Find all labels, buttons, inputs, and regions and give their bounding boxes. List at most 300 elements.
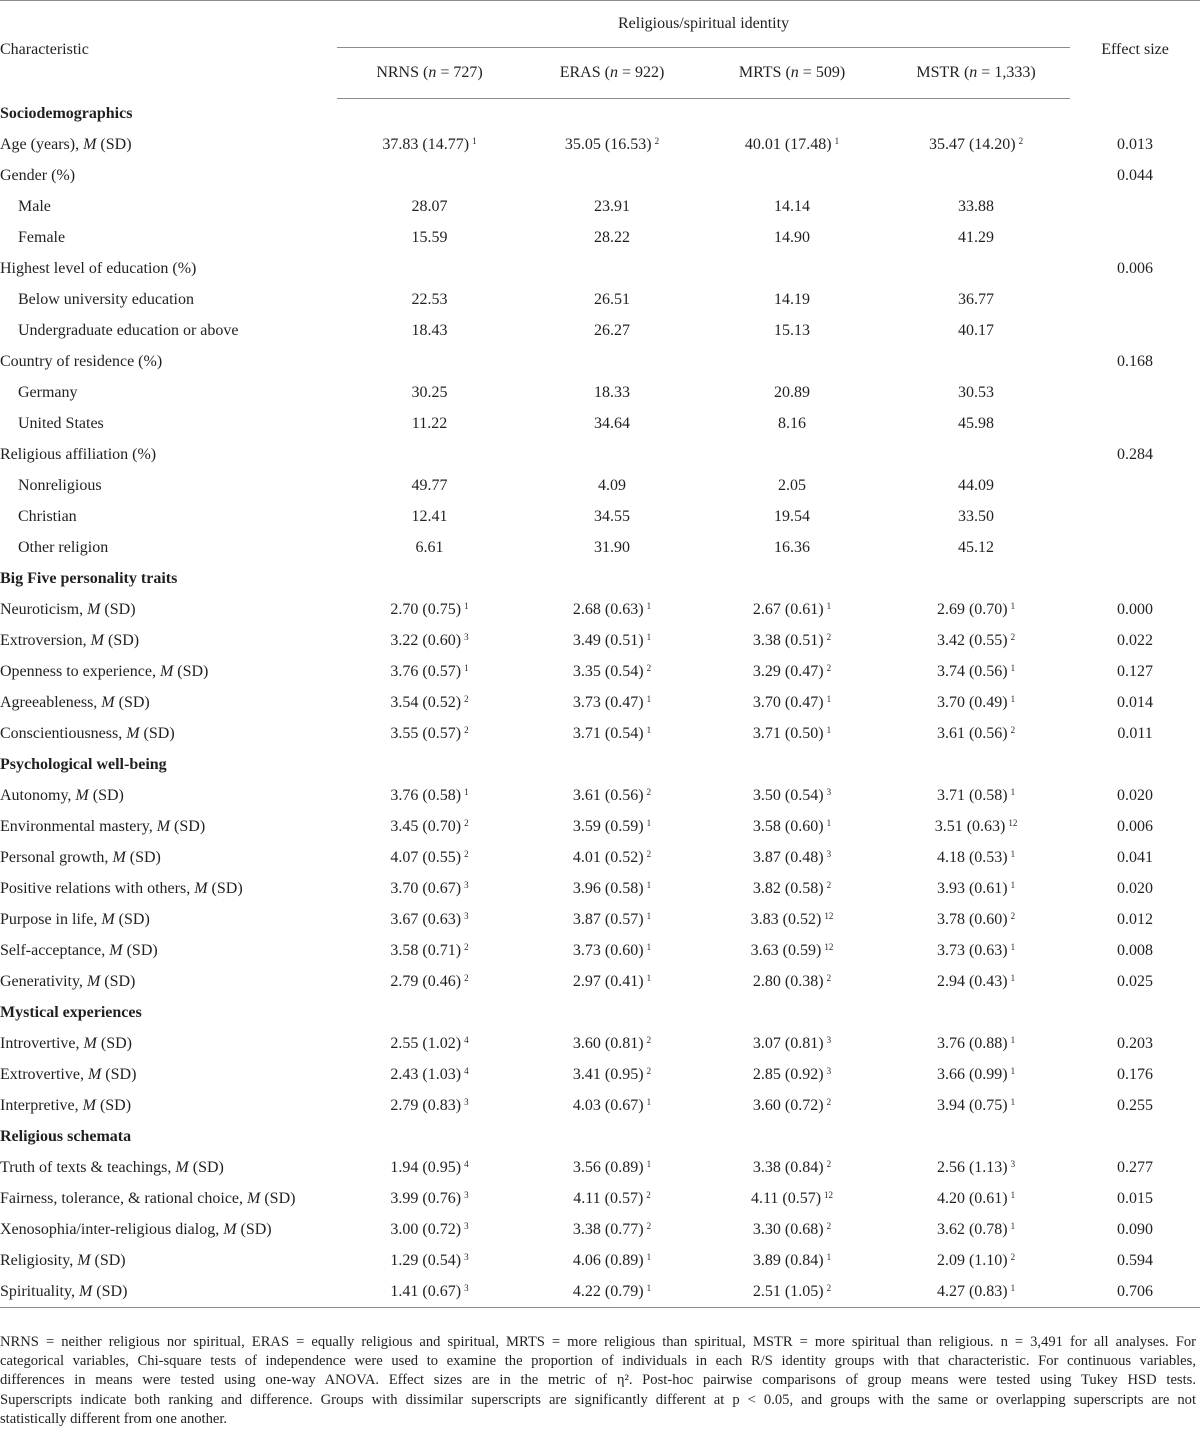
row-label xyxy=(0,1277,337,1308)
cell-superscript: 2 xyxy=(646,1221,652,1231)
cell-effect-size xyxy=(1070,1122,1200,1153)
row-label-italic: M xyxy=(83,136,97,153)
cell-effect-size xyxy=(1070,471,1200,502)
row-label-italic: M xyxy=(126,725,140,742)
table-row xyxy=(0,1060,1200,1091)
cell-effect-size: 0.022 xyxy=(1117,632,1154,649)
cell-superscript: 2 xyxy=(1018,136,1024,146)
cell-number: 30.25 xyxy=(411,384,448,401)
cell-effect-size xyxy=(1070,378,1200,409)
section-heading xyxy=(0,998,337,1029)
section-row xyxy=(0,564,1200,595)
row-label-text: Other religion xyxy=(18,539,109,556)
group-abbr: ERAS xyxy=(559,64,601,81)
row-label-tail: (SD) xyxy=(114,911,150,928)
cell-value xyxy=(522,192,702,223)
cell-superscript: 1 xyxy=(826,1252,832,1262)
row-label xyxy=(0,440,337,471)
cell-number: 3.22 (0.60) xyxy=(390,632,462,649)
cell-effect-size: 0.013 xyxy=(1117,136,1154,153)
cell-number: 3.07 (0.81) xyxy=(752,1035,824,1052)
table-row xyxy=(0,316,1200,347)
cell-effect-size xyxy=(1070,316,1200,347)
table-row xyxy=(0,843,1200,874)
cell-value xyxy=(882,719,1070,750)
cell-value xyxy=(522,285,702,316)
cell-number: 3.73 (0.63) xyxy=(936,942,1008,959)
header-group-mrts: MRTS (n = 509) xyxy=(702,48,882,99)
cell-superscript: 12 xyxy=(824,1190,834,1200)
cell-number: 3.87 (0.48) xyxy=(752,849,824,866)
row-label-text: Gender (%) xyxy=(0,167,76,184)
cell-superscript: 2 xyxy=(646,663,652,673)
row-label-tail: (SD) xyxy=(100,601,136,618)
cell-effect-size xyxy=(1070,564,1200,595)
cell-number: 3.58 (0.71) xyxy=(390,942,462,959)
cell-number: 3.60 (0.72) xyxy=(752,1097,824,1114)
row-label xyxy=(0,130,337,161)
row-label xyxy=(0,161,337,192)
cell-effect-size: 0.041 xyxy=(1117,849,1154,866)
cell-value xyxy=(882,1184,1070,1215)
row-label-text: Conscientiousness, xyxy=(0,725,127,742)
cell-value xyxy=(522,1215,702,1246)
cell-superscript: 2 xyxy=(646,849,652,859)
cell-number: 33.50 xyxy=(958,508,995,525)
row-label-tail: (SD) xyxy=(170,818,206,835)
row-label xyxy=(0,254,337,285)
cell-superscript: 1 xyxy=(646,818,652,828)
cell-value xyxy=(337,564,522,595)
cell-number: 2.79 (0.83) xyxy=(390,1097,462,1114)
row-label-tail: (SD) xyxy=(139,725,175,742)
cell-value xyxy=(337,905,522,936)
row-label-italic: M xyxy=(101,694,115,711)
cell-effect-size: 0.011 xyxy=(1117,725,1153,742)
table-row xyxy=(0,1184,1200,1215)
cell-value xyxy=(882,1060,1070,1091)
cell-number: 4.27 (0.83) xyxy=(936,1282,1008,1300)
cell-value xyxy=(882,781,1070,812)
cell-value xyxy=(337,781,522,812)
cell-value xyxy=(337,161,522,192)
row-label-tail: (SD) xyxy=(96,1035,132,1052)
cell-effect-size: 0.706 xyxy=(1070,1277,1200,1308)
cell-number: 3.78 (0.60) xyxy=(936,911,1008,928)
cell-value xyxy=(702,223,882,254)
row-label xyxy=(0,378,337,409)
row-label xyxy=(0,316,337,347)
cell-superscript: 1 xyxy=(1010,1066,1016,1076)
section-row xyxy=(0,1122,1200,1153)
cell-value xyxy=(337,502,522,533)
cell-superscript: 3 xyxy=(826,849,832,859)
cell-value xyxy=(882,378,1070,409)
cell-number: 14.19 xyxy=(774,291,810,308)
cell-effect-size: 0.020 xyxy=(1117,880,1154,897)
cell-number: 2.94 (0.43) xyxy=(936,973,1008,990)
cell-superscript: 1 xyxy=(646,1159,652,1169)
cell-number: 3.56 (0.89) xyxy=(572,1159,644,1176)
cell-value xyxy=(702,874,882,905)
cell-superscript: 3 xyxy=(826,787,832,797)
cell-value xyxy=(522,502,702,533)
cell-effect-size: 0.594 xyxy=(1117,1252,1154,1269)
row-label-text: Germany xyxy=(18,384,78,401)
cell-value xyxy=(522,1029,702,1060)
cell-number: 2.43 (1.03) xyxy=(390,1066,462,1083)
cell-number: 3.70 (0.49) xyxy=(936,694,1008,711)
row-label-tail: (SD) xyxy=(100,973,136,990)
row-label-text: Country of residence (%) xyxy=(0,353,163,370)
cell-number: 3.87 (0.57) xyxy=(572,911,644,928)
cell-value xyxy=(522,161,702,192)
cell-number: 31.90 xyxy=(594,539,630,556)
cell-value xyxy=(522,998,702,1029)
cell-superscript: 2 xyxy=(654,136,660,146)
row-label-text: Male xyxy=(18,198,51,215)
cell-value xyxy=(882,688,1070,719)
row-label-tail: (SD) xyxy=(114,694,150,711)
cell-value xyxy=(702,657,882,688)
row-label-italic: M xyxy=(75,787,89,804)
cell-value xyxy=(702,564,882,595)
cell-value xyxy=(522,223,702,254)
cell-number: 16.36 xyxy=(774,539,810,556)
cell-number: 3.51 (0.63) xyxy=(934,818,1006,835)
cell-value xyxy=(702,502,882,533)
group-abbr: NRNS xyxy=(376,64,419,81)
footnote-line: NRNS = neither religious nor spiritual, ERAS = equally religious and spiritual, MRTS = more religious than spiritual, MSTR = more spiritual than religious. n = 3,491 for all analyses. For xyxy=(0,1334,1196,1350)
table-row xyxy=(0,471,1200,502)
cell-number: 28.22 xyxy=(594,229,630,246)
cell-superscript: 12 xyxy=(824,942,834,952)
cell-value xyxy=(522,564,702,595)
cell-value xyxy=(882,316,1070,347)
cell-superscript: 1 xyxy=(646,1282,652,1293)
cell-superscript: 1 xyxy=(646,725,652,735)
cell-value xyxy=(702,626,882,657)
row-label-italic: M xyxy=(83,1035,97,1052)
cell-value xyxy=(337,471,522,502)
cell-number: 30.53 xyxy=(958,384,995,401)
row-label-italic: M xyxy=(223,1221,237,1238)
section-row xyxy=(0,998,1200,1029)
table-row xyxy=(0,254,1200,285)
row-label-text: Autonomy, xyxy=(0,787,76,804)
cell-value xyxy=(882,99,1070,130)
cell-superscript: 1 xyxy=(1010,942,1016,952)
cell-superscript: 2 xyxy=(464,849,469,859)
cell-value xyxy=(337,998,522,1029)
row-label-text: Age (years), xyxy=(0,136,84,153)
cell-value xyxy=(702,781,882,812)
cell-superscript: 1 xyxy=(1010,1190,1016,1200)
table-row xyxy=(0,502,1200,533)
cell-number: 3.71 (0.50) xyxy=(752,725,824,742)
table-row xyxy=(0,657,1200,688)
cell-value xyxy=(882,223,1070,254)
row-label-tail: (SD) xyxy=(96,136,132,153)
cell-value xyxy=(522,1246,702,1277)
row-label xyxy=(0,812,337,843)
cell-value xyxy=(702,1153,882,1184)
row-label xyxy=(0,223,337,254)
cell-value xyxy=(522,719,702,750)
cell-value xyxy=(337,1215,522,1246)
cell-value xyxy=(337,285,522,316)
row-label-text: Christian xyxy=(18,508,77,525)
row-label-text: Purpose in life, xyxy=(0,911,102,928)
cell-value xyxy=(882,874,1070,905)
cell-number: 3.45 (0.70) xyxy=(390,818,462,835)
cell-effect-size xyxy=(1070,99,1200,130)
row-label-text: Interpretive, xyxy=(0,1097,83,1114)
cell-number: 3.74 (0.56) xyxy=(936,663,1008,680)
cell-superscript: 1 xyxy=(1010,1097,1016,1107)
table-row xyxy=(0,1153,1200,1184)
row-label-text: Personal growth, xyxy=(0,849,113,866)
cell-superscript: 1 xyxy=(472,136,477,146)
cell-superscript: 1 xyxy=(646,880,652,890)
cell-number: 4.18 (0.53) xyxy=(936,849,1008,866)
cell-value xyxy=(882,1153,1070,1184)
cell-value xyxy=(337,750,522,781)
table-row xyxy=(0,409,1200,440)
cell-number: 3.66 (0.99) xyxy=(936,1066,1008,1083)
row-label-tail: (SD) xyxy=(90,1252,126,1269)
row-label-text: Psychological well-being xyxy=(0,756,167,773)
cell-value xyxy=(337,719,522,750)
cell-superscript: 1 xyxy=(826,694,832,704)
row-label-text: Religious schemata xyxy=(0,1128,132,1145)
footnote-line: differences in means were tested using one-way ANOVA. Effect sizes are in the metric of η². Post-hoc pairwise comparisons of group means were tested using Tukey HSD tests. xyxy=(0,1372,1196,1389)
cell-value xyxy=(337,378,522,409)
cell-superscript: 1 xyxy=(1010,880,1016,890)
section-heading xyxy=(0,99,337,130)
row-label-tail: (SD) xyxy=(173,663,209,680)
row-label-text: United States xyxy=(18,415,104,432)
row-label xyxy=(0,285,337,316)
cell-value xyxy=(882,1091,1070,1122)
row-label-italic: M xyxy=(101,911,115,928)
row-label xyxy=(0,1060,337,1091)
table-row xyxy=(0,192,1200,223)
row-label-text: Positive relations with others, xyxy=(0,880,195,897)
cell-superscript: 3 xyxy=(464,632,469,642)
table-row xyxy=(0,1215,1200,1246)
row-label xyxy=(0,1029,337,1060)
cell-value xyxy=(337,409,522,440)
section-heading xyxy=(0,564,337,595)
cell-number: 26.27 xyxy=(594,322,630,339)
section-row xyxy=(0,99,1200,130)
cell-number: 4.20 (0.61) xyxy=(936,1190,1008,1207)
cell-superscript: 1 xyxy=(826,725,832,735)
cell-number: 3.83 (0.52) xyxy=(750,911,822,928)
table-row xyxy=(0,812,1200,843)
cell-number: 2.05 xyxy=(778,477,806,494)
cell-superscript: 1 xyxy=(1010,973,1016,983)
cell-superscript: 2 xyxy=(464,694,469,704)
cell-superscript: 4 xyxy=(464,1159,469,1169)
cell-number: 3.38 (0.51) xyxy=(752,632,824,649)
cell-superscript: 2 xyxy=(464,818,469,828)
row-label-text: Extroversion, xyxy=(0,632,91,649)
cell-number: 3.73 (0.47) xyxy=(572,694,644,711)
cell-superscript: 3 xyxy=(464,911,469,921)
cell-value xyxy=(522,626,702,657)
row-label-text: Big Five personality traits xyxy=(0,570,178,587)
cell-value xyxy=(522,1184,702,1215)
row-label xyxy=(0,502,337,533)
cell-superscript: 2 xyxy=(1010,1252,1016,1262)
cell-number: 28.07 xyxy=(411,198,448,215)
cell-number: 2.69 (0.70) xyxy=(936,601,1008,618)
cell-number: 2.97 (0.41) xyxy=(572,973,644,990)
cell-value xyxy=(702,843,882,874)
row-label-tail: (SD) xyxy=(103,632,140,649)
cell-effect-size: 0.203 xyxy=(1117,1035,1154,1052)
table-row xyxy=(0,719,1200,750)
row-label-tail: (SD) xyxy=(207,880,243,897)
cell-value xyxy=(337,688,522,719)
cell-value xyxy=(522,1060,702,1091)
cell-number: 34.64 xyxy=(594,415,630,432)
cell-value xyxy=(522,688,702,719)
row-label-italic: M xyxy=(86,973,101,990)
cell-superscript: 1 xyxy=(826,601,832,611)
row-label-text: Religious affiliation (%) xyxy=(0,446,157,463)
cell-value xyxy=(702,409,882,440)
cell-superscript: 1 xyxy=(1010,1035,1016,1045)
cell-number: 3.93 (0.61) xyxy=(936,880,1008,897)
row-label-tail: (SD) xyxy=(92,1282,128,1300)
cell-number: 4.07 (0.55) xyxy=(390,849,462,866)
row-label-text: Religiosity, xyxy=(0,1252,78,1269)
cell-number: 3.54 (0.52) xyxy=(390,694,462,711)
cell-number: 26.51 xyxy=(594,291,630,308)
row-label-italic: M xyxy=(90,632,104,649)
row-label xyxy=(0,936,337,967)
cell-effect-size xyxy=(1070,192,1200,223)
cell-effect-size: 0.176 xyxy=(1117,1066,1154,1083)
cell-number: 4.09 xyxy=(598,477,626,494)
cell-value xyxy=(702,1091,882,1122)
cell-superscript: 2 xyxy=(1010,911,1016,921)
cell-value xyxy=(702,130,882,161)
footnote-line: statistically different from one another. xyxy=(0,1410,228,1427)
cell-number: 3.94 (0.75) xyxy=(936,1097,1008,1114)
row-label-text: Undergraduate education or above xyxy=(18,322,239,339)
cell-value xyxy=(522,316,702,347)
group-n: 922 xyxy=(634,64,659,81)
row-label-text: Nonreligious xyxy=(18,477,102,494)
cell-superscript: 2 xyxy=(826,663,832,673)
cell-number: 23.91 xyxy=(594,198,630,215)
cell-value xyxy=(337,130,522,161)
cell-value xyxy=(702,378,882,409)
cell-value xyxy=(882,998,1070,1029)
cell-number: 1.41 (0.67) xyxy=(390,1282,462,1300)
cell-value xyxy=(337,1029,522,1060)
cell-value xyxy=(337,440,522,471)
table-row xyxy=(0,285,1200,316)
cell-value xyxy=(337,657,522,688)
cell-superscript: 1 xyxy=(1010,849,1016,859)
row-label xyxy=(0,843,337,874)
cell-number: 37.83 (14.77) xyxy=(382,136,470,153)
cell-value xyxy=(522,99,702,130)
row-label xyxy=(0,719,337,750)
section-heading xyxy=(0,750,337,781)
cell-number: 1.94 (0.95) xyxy=(390,1159,462,1176)
row-label-text: Self-acceptance, xyxy=(0,942,110,959)
cell-value xyxy=(882,347,1070,378)
cell-number: 2.68 (0.63) xyxy=(572,601,644,618)
cell-superscript: 2 xyxy=(646,1066,652,1076)
group-abbr: MRTS xyxy=(738,64,782,81)
row-label xyxy=(0,471,337,502)
cell-superscript: 2 xyxy=(826,1097,832,1107)
cell-superscript: 2 xyxy=(826,1282,832,1293)
group-n: 727 xyxy=(453,64,478,81)
cell-value xyxy=(882,130,1070,161)
table-row xyxy=(0,688,1200,719)
cell-value xyxy=(702,1060,882,1091)
cell-superscript: 2 xyxy=(1010,725,1016,735)
cell-value xyxy=(882,1277,1070,1308)
row-label-italic: M xyxy=(112,849,126,866)
cell-number: 3.30 (0.68) xyxy=(752,1221,824,1238)
cell-number: 49.77 xyxy=(411,477,448,494)
cell-superscript: 1 xyxy=(646,632,652,642)
cell-number: 18.33 xyxy=(594,384,630,401)
section-row xyxy=(0,750,1200,781)
row-label xyxy=(0,595,337,626)
cell-superscript: 1 xyxy=(646,1252,652,1262)
cell-value xyxy=(882,657,1070,688)
cell-number: 3.67 (0.63) xyxy=(390,911,462,928)
cell-value xyxy=(522,843,702,874)
cell-superscript: 2 xyxy=(826,1159,832,1169)
group-n: 509 xyxy=(815,64,840,81)
cell-value xyxy=(702,998,882,1029)
row-label-tail: (SD) xyxy=(260,1190,296,1207)
cell-value xyxy=(337,223,522,254)
row-label xyxy=(0,781,337,812)
cell-number: 3.70 (0.47) xyxy=(752,694,824,711)
cell-superscript: 2 xyxy=(1010,632,1016,642)
cell-superscript: 1 xyxy=(464,787,469,797)
cell-number: 3.58 (0.60) xyxy=(752,818,824,835)
cell-value xyxy=(882,595,1070,626)
header-characteristic: Characteristic xyxy=(0,1,337,99)
row-label-italic: M xyxy=(194,880,208,897)
cell-effect-size: 0.277 xyxy=(1117,1159,1154,1176)
cell-number: 3.61 (0.56) xyxy=(936,725,1008,742)
row-label-text: Generativity, xyxy=(0,973,87,990)
row-label-italic: M xyxy=(156,818,171,835)
cell-value xyxy=(882,843,1070,874)
cell-value xyxy=(337,595,522,626)
cell-number: 8.16 xyxy=(778,415,806,432)
row-label xyxy=(0,1153,337,1184)
cell-effect-size: 0.015 xyxy=(1117,1190,1154,1207)
row-label-text: Environmental mastery, xyxy=(0,818,157,835)
row-label-text: Introvertive, xyxy=(0,1035,84,1052)
cell-number: 1.29 (0.54) xyxy=(390,1252,462,1269)
